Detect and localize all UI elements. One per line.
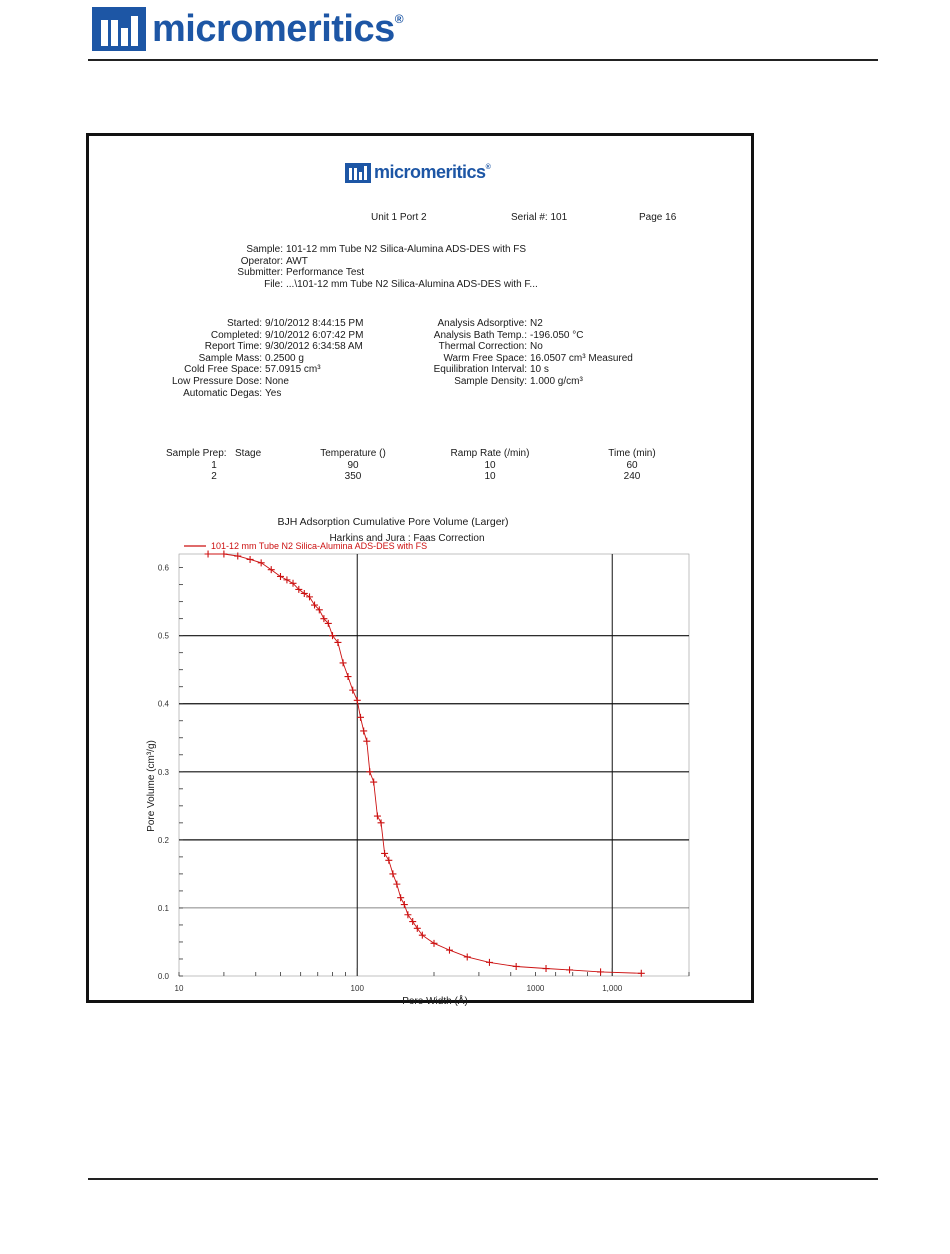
data-point xyxy=(401,901,408,908)
logo-wordmark: micromeritics® xyxy=(152,7,404,50)
prep-row-1-time: 60 xyxy=(626,459,638,471)
data-point xyxy=(414,925,421,932)
data-point xyxy=(393,881,400,888)
legend-label: 101-12 mm Tube N2 Silica-Alumina ADS-DES with FS xyxy=(211,541,428,551)
sample-density-value: 1.000 g/cm³ xyxy=(530,376,583,387)
report-figure xyxy=(86,133,754,1007)
chart-title: BJH Adsorption Cumulative Pore Volume (Larger) xyxy=(277,516,509,528)
data-point xyxy=(268,566,275,573)
low-pressure-dose-value: None xyxy=(265,376,289,387)
series-line xyxy=(208,554,641,973)
data-point xyxy=(374,813,381,820)
data-point xyxy=(486,959,493,966)
report-logo-wordmark: micromeritics® xyxy=(374,162,491,182)
y-tick-label: 0.0 xyxy=(157,972,169,981)
data-point xyxy=(397,894,404,901)
y-tick-label: 0.4 xyxy=(157,699,169,709)
data-point xyxy=(566,966,573,973)
sample-mass-value: 0.2500 g xyxy=(265,352,304,364)
prep-row-2-temp: 350 xyxy=(344,471,362,483)
data-point xyxy=(404,911,411,918)
data-point xyxy=(283,576,290,583)
automatic-degas-label: Automatic Degas: xyxy=(183,387,262,399)
data-point xyxy=(543,965,550,972)
data-point xyxy=(464,953,471,960)
prep-row-1-ramp: 10 xyxy=(484,459,496,471)
y-tick-label: 0.6 xyxy=(157,563,169,573)
y-axis-label: Pore Volume (cm³/g) xyxy=(146,740,157,832)
prep-row-2-time: 240 xyxy=(623,471,641,483)
sample-mass-label: Sample Mass: xyxy=(198,352,262,364)
chart-subtitle: Harkins and Jura : Faas Correction xyxy=(329,533,485,544)
operator-value: AWT xyxy=(286,255,308,267)
sample-density-label: Sample Density: xyxy=(454,376,527,387)
thermal-correction-value: No xyxy=(530,341,543,353)
low-pressure-dose-label: Low Pressure Dose: xyxy=(171,376,262,387)
prep-row-2-stage: 2 xyxy=(211,471,217,483)
data-point xyxy=(340,659,347,666)
data-point xyxy=(389,870,396,877)
data-point xyxy=(370,779,377,786)
prep-row-1-stage: 1 xyxy=(211,459,217,471)
page-number: Page 16 xyxy=(639,212,677,223)
data-point xyxy=(247,556,254,563)
warm-free-space-label: Warm Free Space: xyxy=(443,352,527,364)
data-point xyxy=(306,593,313,600)
data-point xyxy=(409,918,416,925)
analysis-adsorptive-value: N2 xyxy=(530,318,543,329)
data-point xyxy=(360,727,367,734)
data-point xyxy=(205,551,212,558)
submitter-label: Submitter: xyxy=(237,267,283,279)
sample-label: Sample: xyxy=(246,244,283,255)
data-point xyxy=(363,738,370,745)
data-point xyxy=(446,947,453,954)
data-point xyxy=(220,551,227,558)
thermal-correction-label: Thermal Correction: xyxy=(438,341,527,353)
prep-header-sample-prep: Sample Prep: xyxy=(166,448,227,459)
analysis-bath-temp-label: Analysis Bath Temp.: xyxy=(433,329,527,341)
prep-header-stage: Stage xyxy=(235,448,262,459)
completed-value: 9/10/2012 6:07:42 PM xyxy=(265,329,364,341)
operator-label: Operator: xyxy=(240,255,283,267)
data-point xyxy=(597,968,604,975)
data-point xyxy=(258,559,265,566)
data-point xyxy=(513,963,520,970)
y-tick-label: 0.1 xyxy=(157,903,169,913)
micromeritics-logo xyxy=(92,6,403,52)
x-axis-label: Pore Width (Å) xyxy=(402,996,468,1007)
data-point xyxy=(354,697,361,704)
data-point xyxy=(381,850,388,857)
bjh-pore-volume-chart xyxy=(89,136,751,1007)
data-point xyxy=(234,553,241,560)
data-point xyxy=(277,573,284,580)
y-tick-label: 0.3 xyxy=(157,767,169,777)
completed-label: Completed: xyxy=(210,329,262,341)
data-point xyxy=(419,932,426,939)
y-tick-label: 0.2 xyxy=(157,835,169,845)
header-divider xyxy=(88,59,878,61)
started-label: Started: xyxy=(226,318,262,329)
prep-row-2-ramp: 10 xyxy=(484,471,496,483)
data-point xyxy=(349,687,356,694)
prep-header-temperature: Temperature () xyxy=(320,448,386,459)
prep-header-ramp-rate: Ramp Rate (/min) xyxy=(450,448,530,459)
cold-free-space-value: 57.0915 cm³ xyxy=(265,364,321,376)
started-value: 9/10/2012 8:44:15 PM xyxy=(265,318,364,329)
report-time-value: 9/30/2012 6:34:58 AM xyxy=(265,341,363,353)
data-point xyxy=(301,590,308,597)
report-time-label: Report Time: xyxy=(204,341,262,353)
footer-divider xyxy=(88,1178,878,1180)
sample-value: 101-12 mm Tube N2 Silica-Alumina ADS-DES with FS xyxy=(286,244,527,255)
y-tick-label: 0.5 xyxy=(157,631,169,641)
x-tick-label: 1,000 xyxy=(602,984,623,993)
warm-free-space-value: 16.0507 cm³ Measured xyxy=(530,352,633,364)
analysis-bath-temp-value: -196.050 °C xyxy=(530,329,584,341)
equilibration-interval-value: 10 s xyxy=(530,364,549,376)
file-value: ...\101-12 mm Tube N2 Silica-Alumina ADS-DES with F... xyxy=(286,278,538,290)
data-point xyxy=(378,819,385,826)
data-point xyxy=(357,714,364,721)
x-tick-label: 1000 xyxy=(526,984,545,993)
data-point xyxy=(385,857,392,864)
file-label: File: xyxy=(264,278,283,290)
data-point xyxy=(431,940,438,947)
submitter-value: Performance Test xyxy=(286,267,365,279)
data-point xyxy=(345,673,352,680)
serial-number: Serial #: 101 xyxy=(511,212,568,223)
prep-row-1-temp: 90 xyxy=(347,459,359,471)
equilibration-interval-label: Equilibration Interval: xyxy=(433,364,527,376)
automatic-degas-value: Yes xyxy=(265,387,282,399)
data-point xyxy=(366,768,373,775)
x-tick-label: 100 xyxy=(350,984,364,993)
prep-header-time: Time (min) xyxy=(608,448,656,459)
x-tick-label: 10 xyxy=(174,984,184,993)
mi-logo-icon xyxy=(92,7,146,51)
cold-free-space-label: Cold Free Space: xyxy=(184,364,262,376)
analysis-adsorptive-label: Analysis Adsorptive: xyxy=(437,318,527,329)
unit-port: Unit 1 Port 2 xyxy=(371,212,427,223)
